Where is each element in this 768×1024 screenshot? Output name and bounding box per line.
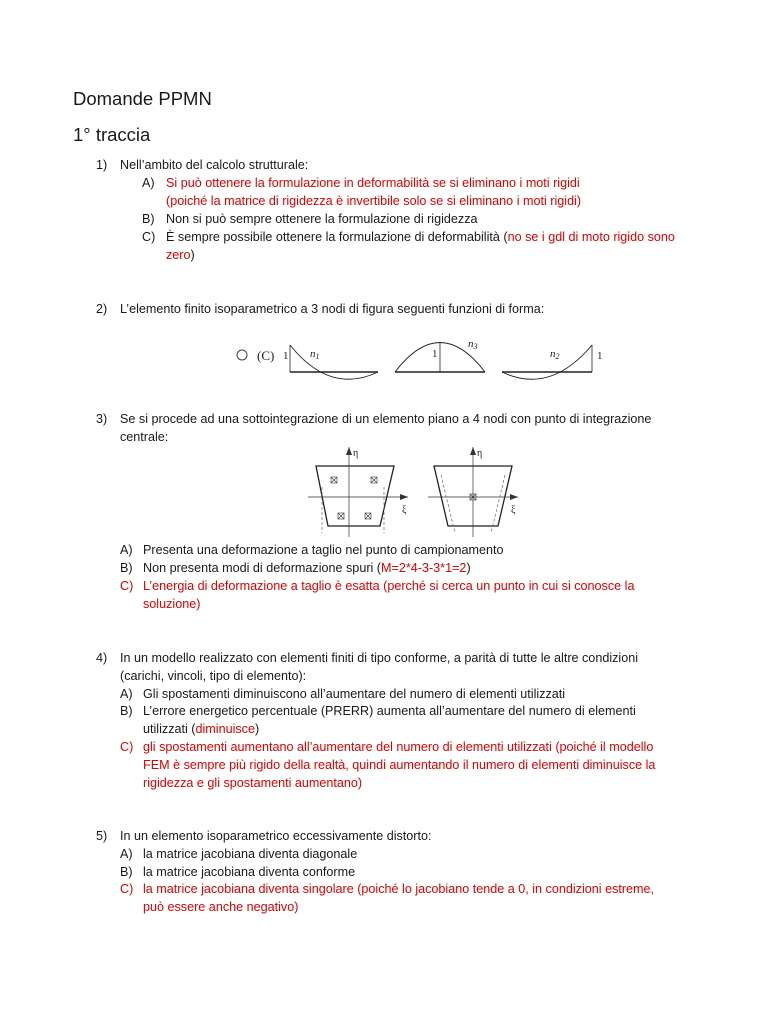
n2-unit-label: 1 bbox=[597, 350, 603, 362]
q5-b-label: B) bbox=[120, 865, 133, 879]
q5-c-text-line1: la matrice jacobiana diventa singolare (poiché lo jacobiano tende a 0, in condizioni estreme, bbox=[143, 882, 655, 896]
q1-b-label: B) bbox=[142, 212, 155, 226]
n2-label: n bbox=[550, 348, 556, 360]
option-c-label: (C) bbox=[257, 348, 275, 363]
q3-b-text: Non presenta modi di deformazione spuri ( bbox=[143, 561, 382, 575]
q1-number: 1) bbox=[96, 158, 108, 172]
q1-text: Nell’ambito del calcolo strutturale: bbox=[120, 158, 309, 172]
q4-b-line2 bbox=[143, 720, 259, 738]
gauss-point-icon bbox=[338, 513, 344, 519]
n1-sub: 1 bbox=[315, 352, 320, 361]
q3-c-text-line1: L’energia di deformazione a taglio è esatta (perché si cerca un punto in cui si conosce la bbox=[143, 579, 635, 593]
q3-c-label: C) bbox=[120, 579, 134, 593]
xi-axis-label-2: ξ bbox=[511, 505, 516, 516]
q4-number: 4) bbox=[96, 651, 108, 665]
q3-b-close: ) bbox=[466, 561, 471, 575]
q4-a-label: A) bbox=[120, 687, 133, 701]
option-c-radio-icon bbox=[237, 350, 247, 360]
q4-c-label: C) bbox=[120, 740, 134, 754]
q4-c-text-line3: rigidezza e gli spostamenti aumentano) bbox=[143, 776, 363, 790]
gauss-point-icon bbox=[371, 477, 377, 483]
q1-c-label: C) bbox=[142, 230, 156, 244]
n3-sub: 3 bbox=[473, 342, 478, 351]
gauss-point-icon bbox=[365, 513, 371, 519]
q4-b-answer: diminuisce bbox=[195, 722, 255, 736]
element-central-point bbox=[428, 447, 518, 537]
q1-a-text: Si può ottenere la formulazione in deformabilità se si eliminano i moti rigidi bbox=[166, 176, 580, 190]
n1-unit-label: 1 bbox=[283, 350, 289, 362]
q1-a-label: A) bbox=[142, 176, 155, 190]
q1-c-answer-cont: zero bbox=[166, 248, 191, 262]
n3-unit-label: 1 bbox=[432, 348, 438, 360]
n2-sub: 2 bbox=[555, 352, 560, 361]
shape-functions-figure bbox=[230, 325, 610, 385]
q5-a-label: A) bbox=[120, 847, 133, 861]
xi-axis-label: ξ bbox=[402, 505, 407, 516]
shape-function-n2 bbox=[502, 345, 603, 379]
svg-text:n1 bbox=[310, 348, 320, 361]
q1-c-line2 bbox=[166, 246, 195, 264]
q3-b-label: B) bbox=[120, 561, 133, 575]
q4-c-text-line1: gli spostamenti aumentano all’aumentare del numero di elementi utilizzati (poiché il modello bbox=[143, 740, 654, 754]
q5-a-text: la matrice jacobiana diventa diagonale bbox=[143, 847, 358, 861]
q3-a-label: A) bbox=[120, 543, 133, 557]
q3-text-line2: centrale: bbox=[120, 430, 169, 444]
q5-c-label: C) bbox=[120, 882, 134, 896]
q1-c-line1 bbox=[166, 228, 675, 246]
eta-axis-label-2: η bbox=[477, 448, 483, 459]
q1-b-text: Non si può sempre ottenere la formulazione di rigidezza bbox=[166, 212, 478, 226]
q4-text-line2: (carichi, vincoli, tipo di elemento): bbox=[120, 669, 307, 683]
q3-number: 3) bbox=[96, 412, 108, 426]
q1-c-close: ) bbox=[190, 248, 195, 262]
q4-b-text-line1: L’errore energetico percentuale (PRERR) aumenta all’aumentare del numero di elementi bbox=[143, 704, 636, 718]
n1-label: n bbox=[310, 348, 316, 360]
svg-text:n2 bbox=[550, 348, 560, 361]
q5-c-text-line2: può essere anche negativo) bbox=[143, 900, 299, 914]
q5-text: In un elemento isoparametrico eccessivamente distorto: bbox=[120, 829, 432, 843]
q3-a-text: Presenta una deformazione a taglio nel punto di campionamento bbox=[143, 543, 504, 557]
q3-b-answer: M=2*4-3-3*1=2 bbox=[381, 561, 467, 575]
shape-function-n1 bbox=[290, 345, 378, 379]
n3-label: n bbox=[468, 338, 474, 350]
q2-text: L’elemento finito isoparametrico a 3 nodi di figura seguenti funzioni di forma: bbox=[120, 302, 545, 316]
page-title: Domande PPMN bbox=[73, 88, 212, 109]
q4-a-text: Gli spostamenti diminuiscono all’aumentare del numero di elementi utilizzati bbox=[143, 687, 566, 701]
q4-b-close: ) bbox=[254, 722, 260, 736]
eta-axis-label: η bbox=[353, 448, 359, 459]
q2-number: 2) bbox=[96, 302, 108, 316]
q3-b-line bbox=[143, 559, 471, 577]
q4-c-text-line2: FEM è sempre più rigido della realtà, quindi aumentando il numero di elementi diminuisce la bbox=[143, 758, 656, 772]
gauss-point-icon bbox=[331, 477, 337, 483]
svg-text:n3 bbox=[468, 338, 478, 351]
q5-number: 5) bbox=[96, 829, 108, 843]
q4-b-label: B) bbox=[120, 704, 133, 718]
section-subtitle: 1° traccia bbox=[73, 124, 151, 145]
q1-c-text: È sempre possibile ottenere la formulazione di deformabilità ( bbox=[166, 230, 508, 244]
q1-a-note: (poiché la matrice di rigidezza è invertibile solo se si eliminano i moti rigidi) bbox=[166, 194, 582, 208]
shape-function-n3 bbox=[395, 338, 485, 372]
integration-figure bbox=[300, 445, 530, 545]
q4-b-text-line2: utilizzati ( bbox=[143, 722, 196, 736]
q4-text-line1: In un modello realizzato con elementi finiti di tipo conforme, a parità di tutte le altre condizioni bbox=[120, 651, 639, 665]
q5-b-text: la matrice jacobiana diventa conforme bbox=[143, 865, 356, 879]
element-four-gauss-points bbox=[308, 447, 408, 537]
q3-c-text-line2: soluzione) bbox=[143, 597, 201, 611]
q3-text-line1: Se si procede ad una sottointegrazione di un elemento piano a 4 nodi con punto di integrazione bbox=[120, 412, 652, 426]
q1-c-answer: no se i gdl di moto rigido sono bbox=[507, 230, 675, 244]
